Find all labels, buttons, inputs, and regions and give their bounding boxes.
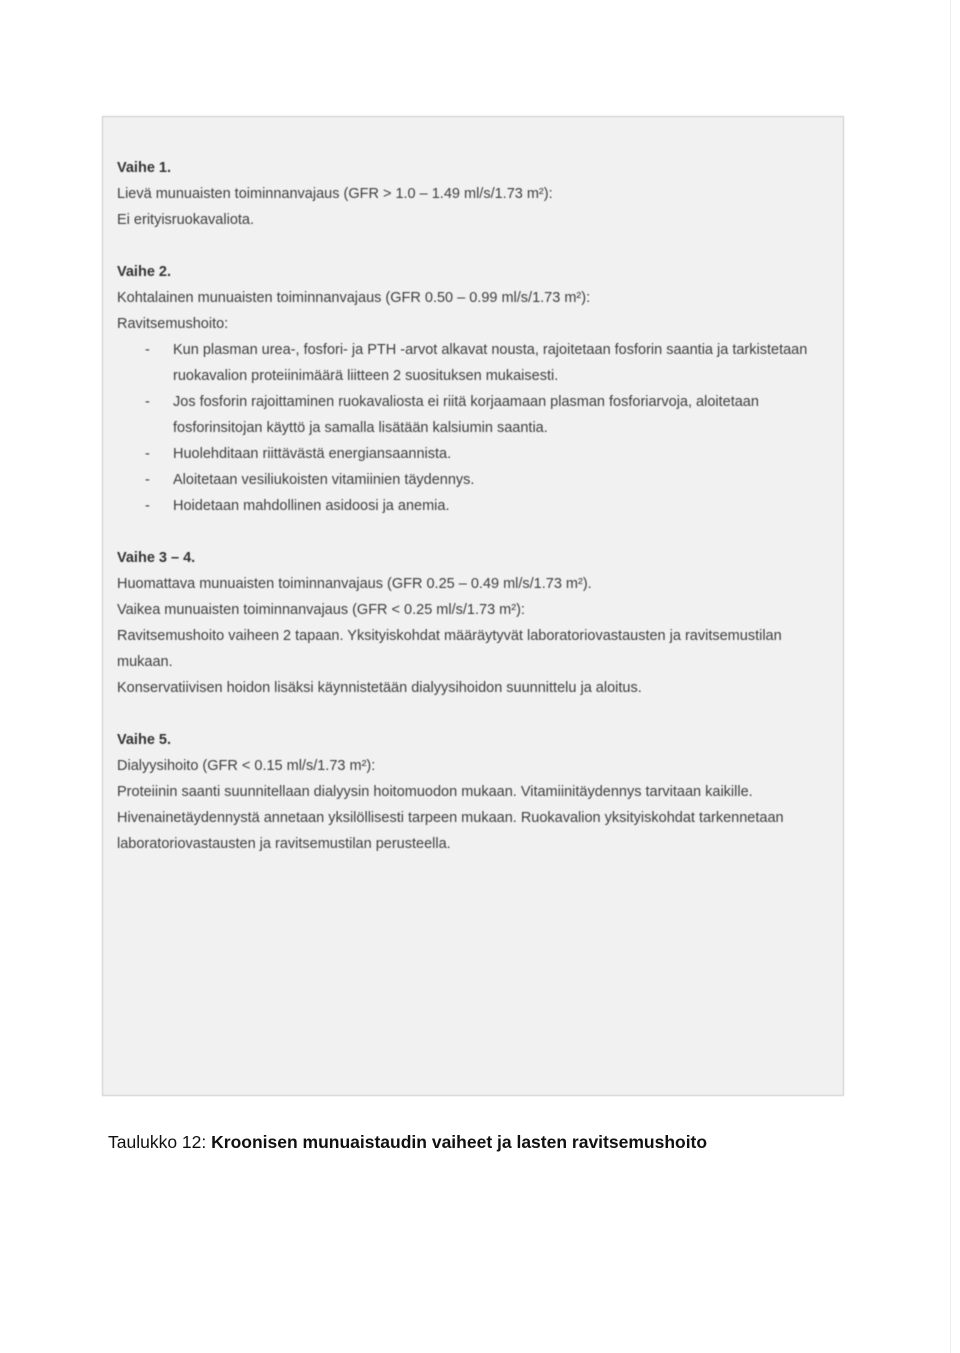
bullet-item: - Huolehditaan riittävästä energiansaannista.	[145, 446, 452, 462]
stage-2-section	[117, 259, 829, 519]
stage-text-line: Lievä munuaisten toiminnanvajaus (GFR > 1.0 – 1.49 ml/s/1.73 m²):	[117, 186, 553, 202]
stage-heading: Vaihe 2.	[117, 264, 172, 280]
bullet-item: - Kun plasman urea-, fosfori- ja PTH -arvot alkavat nousta, rajoitetaan fosforin saantia ja tarkistetaan ruokavalion proteiinimäärä liitteen 2 suosituksen mukaisesti.	[145, 342, 808, 384]
table-caption	[108, 1132, 707, 1153]
scanned-table-image	[102, 116, 844, 1096]
caption-label: Taulukko 12:	[108, 1132, 207, 1152]
stage-text-line: Kohtalainen munuaisten toiminnanvajaus (GFR 0.50 – 0.99 ml/s/1.73 m²):	[117, 290, 591, 306]
stage-text-line: Ravitsemushoito vaiheen 2 tapaan. Yksityiskohdat määräytyvät laboratoriovastausten ja ravitsemustilan mukaan.	[117, 628, 782, 670]
bullet-text: Jos fosforin rajoittaminen ruokavaliosta ei riitä korjaamaan plasman fosforiarvoja, aloitetaan fosforinsitojan käyttö ja samalla lisätään kalsiumin saantia.	[173, 394, 759, 436]
stage-heading: Vaihe 1.	[117, 160, 172, 176]
bullet-text: Kun plasman urea-, fosfori- ja PTH -arvot alkavat nousta, rajoitetaan fosforin saantia ja tarkistetaan ruokavalion proteiinimäärä liitteen 2 suosituksen mukaisesti.	[173, 342, 808, 384]
stage-heading: Vaihe 5.	[117, 732, 172, 748]
bullet-text: Huolehditaan riittävästä energiansaannista.	[173, 446, 452, 462]
stage-text-line: Huomattava munuaisten toiminnanvajaus (GFR 0.25 – 0.49 ml/s/1.73 m²).	[117, 576, 592, 592]
treatment-bullet-list	[117, 337, 829, 519]
stage-text-line: Ravitsemushoito:	[117, 316, 229, 332]
bullet-item: - Jos fosforin rajoittaminen ruokavaliosta ei riitä korjaamaan plasman fosforiarvoja, aloitetaan fosforinsitojan käyttö ja samalla lisätään kalsiumin saantia.	[145, 394, 759, 436]
stage-text-line: Ei erityisruokavaliota.	[117, 212, 254, 228]
bullet-item: - Hoidetaan mahdollinen asidoosi ja anemia.	[145, 498, 450, 514]
stage-text-line: Konservatiivisen hoidon lisäksi käynnistetään dialyysihoidon suunnittelu ja aloitus.	[117, 680, 642, 696]
stage-text-line: Proteiinin saanti suunnitellaan dialyysin hoitomuodon mukaan. Vitamiinitäydennys tarvitaan kaikille. Hivenainetäydennystä annetaan yksilöllisesti tarpeen mukaan. Ruokavalion yksityiskohdat tarkennetaan laboratoriovastausten ja ravitsemustilan perusteella.	[117, 784, 784, 852]
stage-text-line: Vaikea munuaisten toiminnanvajaus (GFR < 0.25 ml/s/1.73 m²):	[117, 602, 525, 618]
bullet-text: Hoidetaan mahdollinen asidoosi ja anemia.	[173, 498, 450, 514]
bullet-text: Aloitetaan vesiliukoisten vitamiinien täydennys.	[173, 472, 475, 488]
stage-text-line: Dialyysihoito (GFR < 0.15 ml/s/1.73 m²):	[117, 758, 376, 774]
stage-3-4-section	[117, 545, 829, 701]
bullet-item: - Aloitetaan vesiliukoisten vitamiinien täydennys.	[145, 472, 475, 488]
page-edge-line	[950, 0, 951, 1353]
stage-5-section	[117, 727, 829, 857]
stage-heading: Vaihe 3 – 4.	[117, 550, 196, 566]
stage-1-section	[117, 155, 829, 233]
caption-title: Kroonisen munuaistaudin vaiheet ja lasten ravitsemushoito	[206, 1132, 708, 1152]
